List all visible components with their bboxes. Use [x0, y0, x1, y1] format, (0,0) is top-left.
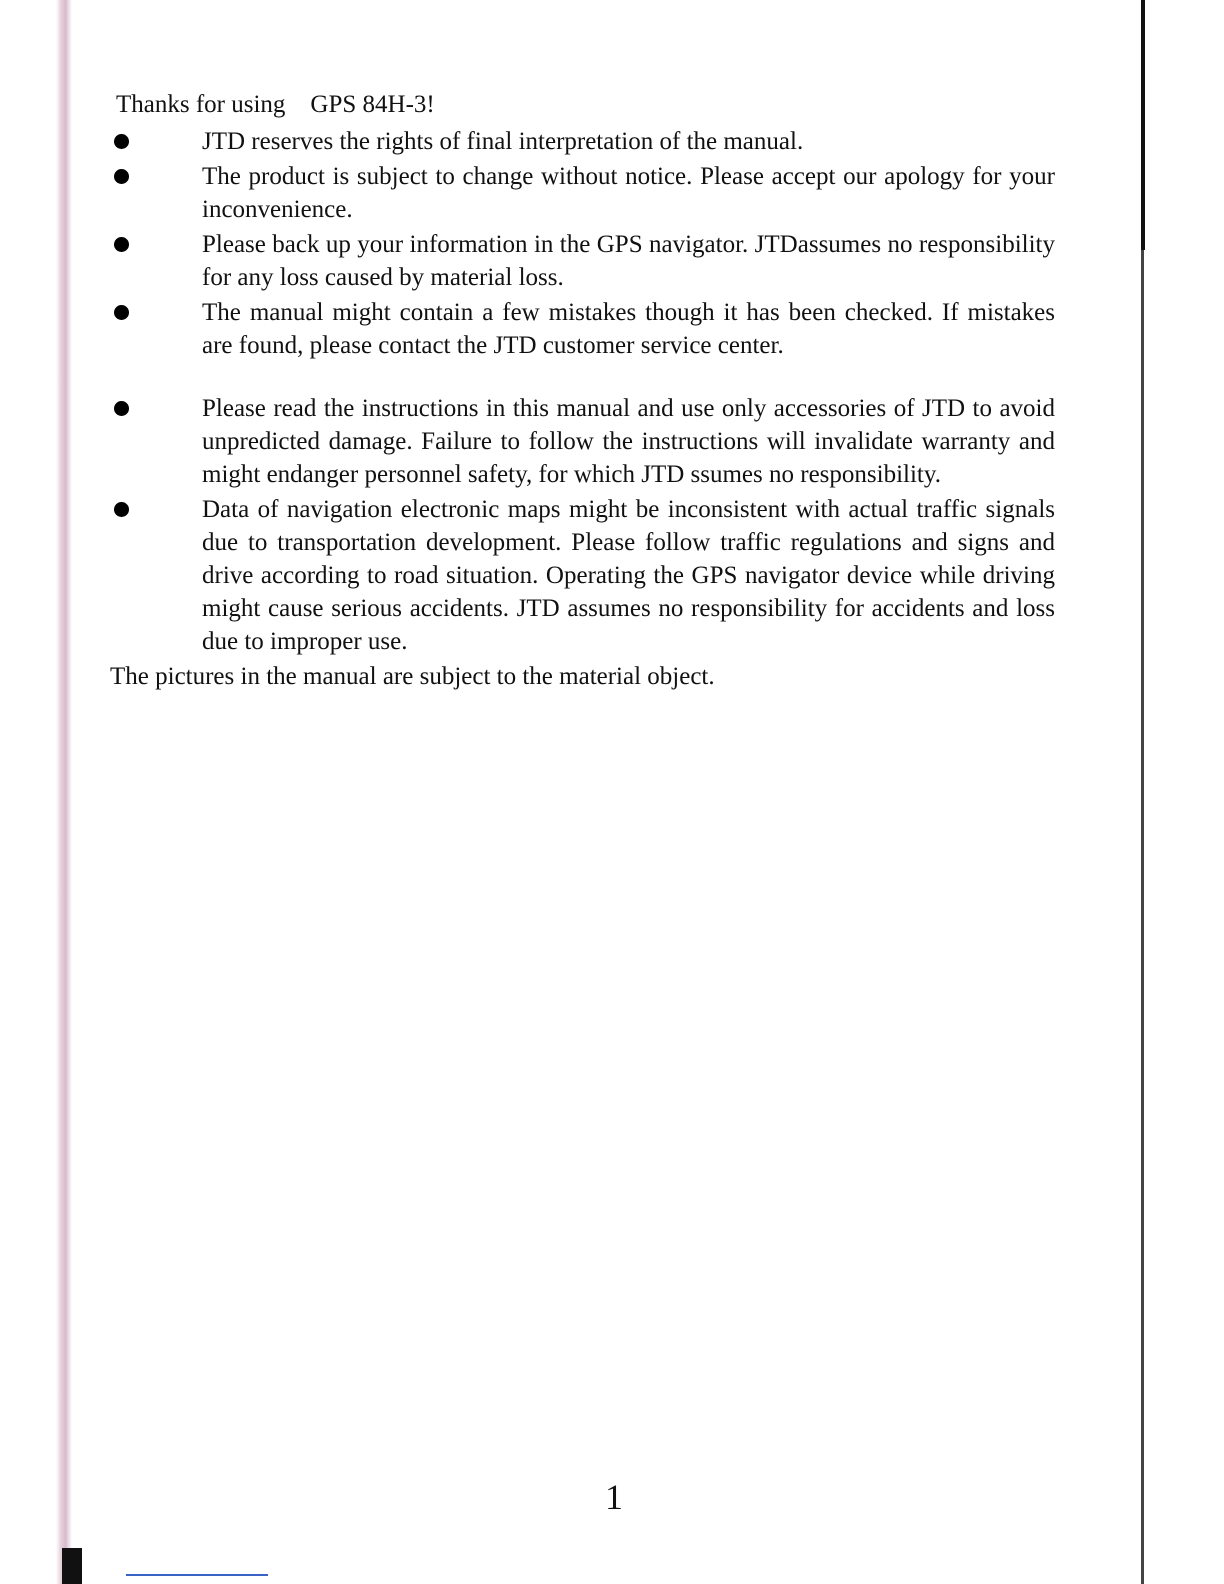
scan-bottom-line [126, 1574, 268, 1576]
page-number: 1 [605, 1477, 623, 1517]
bullet-icon [114, 401, 129, 416]
scan-right-edge-top [1141, 0, 1145, 250]
bullet-icon [114, 237, 129, 252]
bullet-icon [114, 502, 129, 517]
notice-item-text: The manual might contain a few mistakes though it has been checked. If mistakes are found, please contact the JTD customer service center. [202, 299, 1055, 359]
notice-item [110, 493, 1055, 658]
notice-item [110, 392, 1055, 491]
notice-item [110, 296, 1055, 362]
notice-item [110, 125, 1055, 158]
notice-item [110, 228, 1055, 294]
bullet-icon [114, 305, 129, 320]
notice-item-text: JTD reserves the rights of final interpretation of the manual. [202, 128, 804, 155]
scan-corner-mark [62, 1548, 82, 1584]
notice-item-text: Please back up your information in the GPS navigator. JTDassumes no responsibility for any loss caused by material loss. [202, 231, 1055, 291]
intro-line: Thanks for using GPS 84H-3! [116, 91, 435, 118]
bullet-icon [114, 169, 129, 184]
notice-item-text: Please read the instructions in this manual and use only accessories of JTD to avoid unpredicted damage. Failure to follow the instructions will invalidate warranty and might endanger personnel safety, for which JTD ssumes no responsibility. [202, 395, 1055, 488]
outro-line: The pictures in the manual are subject to the material object. [110, 663, 715, 690]
notice-item [110, 160, 1055, 226]
notice-item-text: Data of navigation electronic maps might be inconsistent with actual traffic signals due to transportation development. Please follow traffic regulations and signs and drive according to road situation. Operating the GPS navigator device while driving might cause serious accidents. JTD assumes no responsibility for accidents and loss due to improper use. [202, 496, 1055, 655]
scan-left-edge [56, 0, 72, 1584]
notice-text [110, 88, 1055, 693]
notice-item-text: The product is subject to change without notice. Please accept our apology for your inconvenience. [202, 163, 1055, 223]
bullet-icon [114, 134, 129, 149]
